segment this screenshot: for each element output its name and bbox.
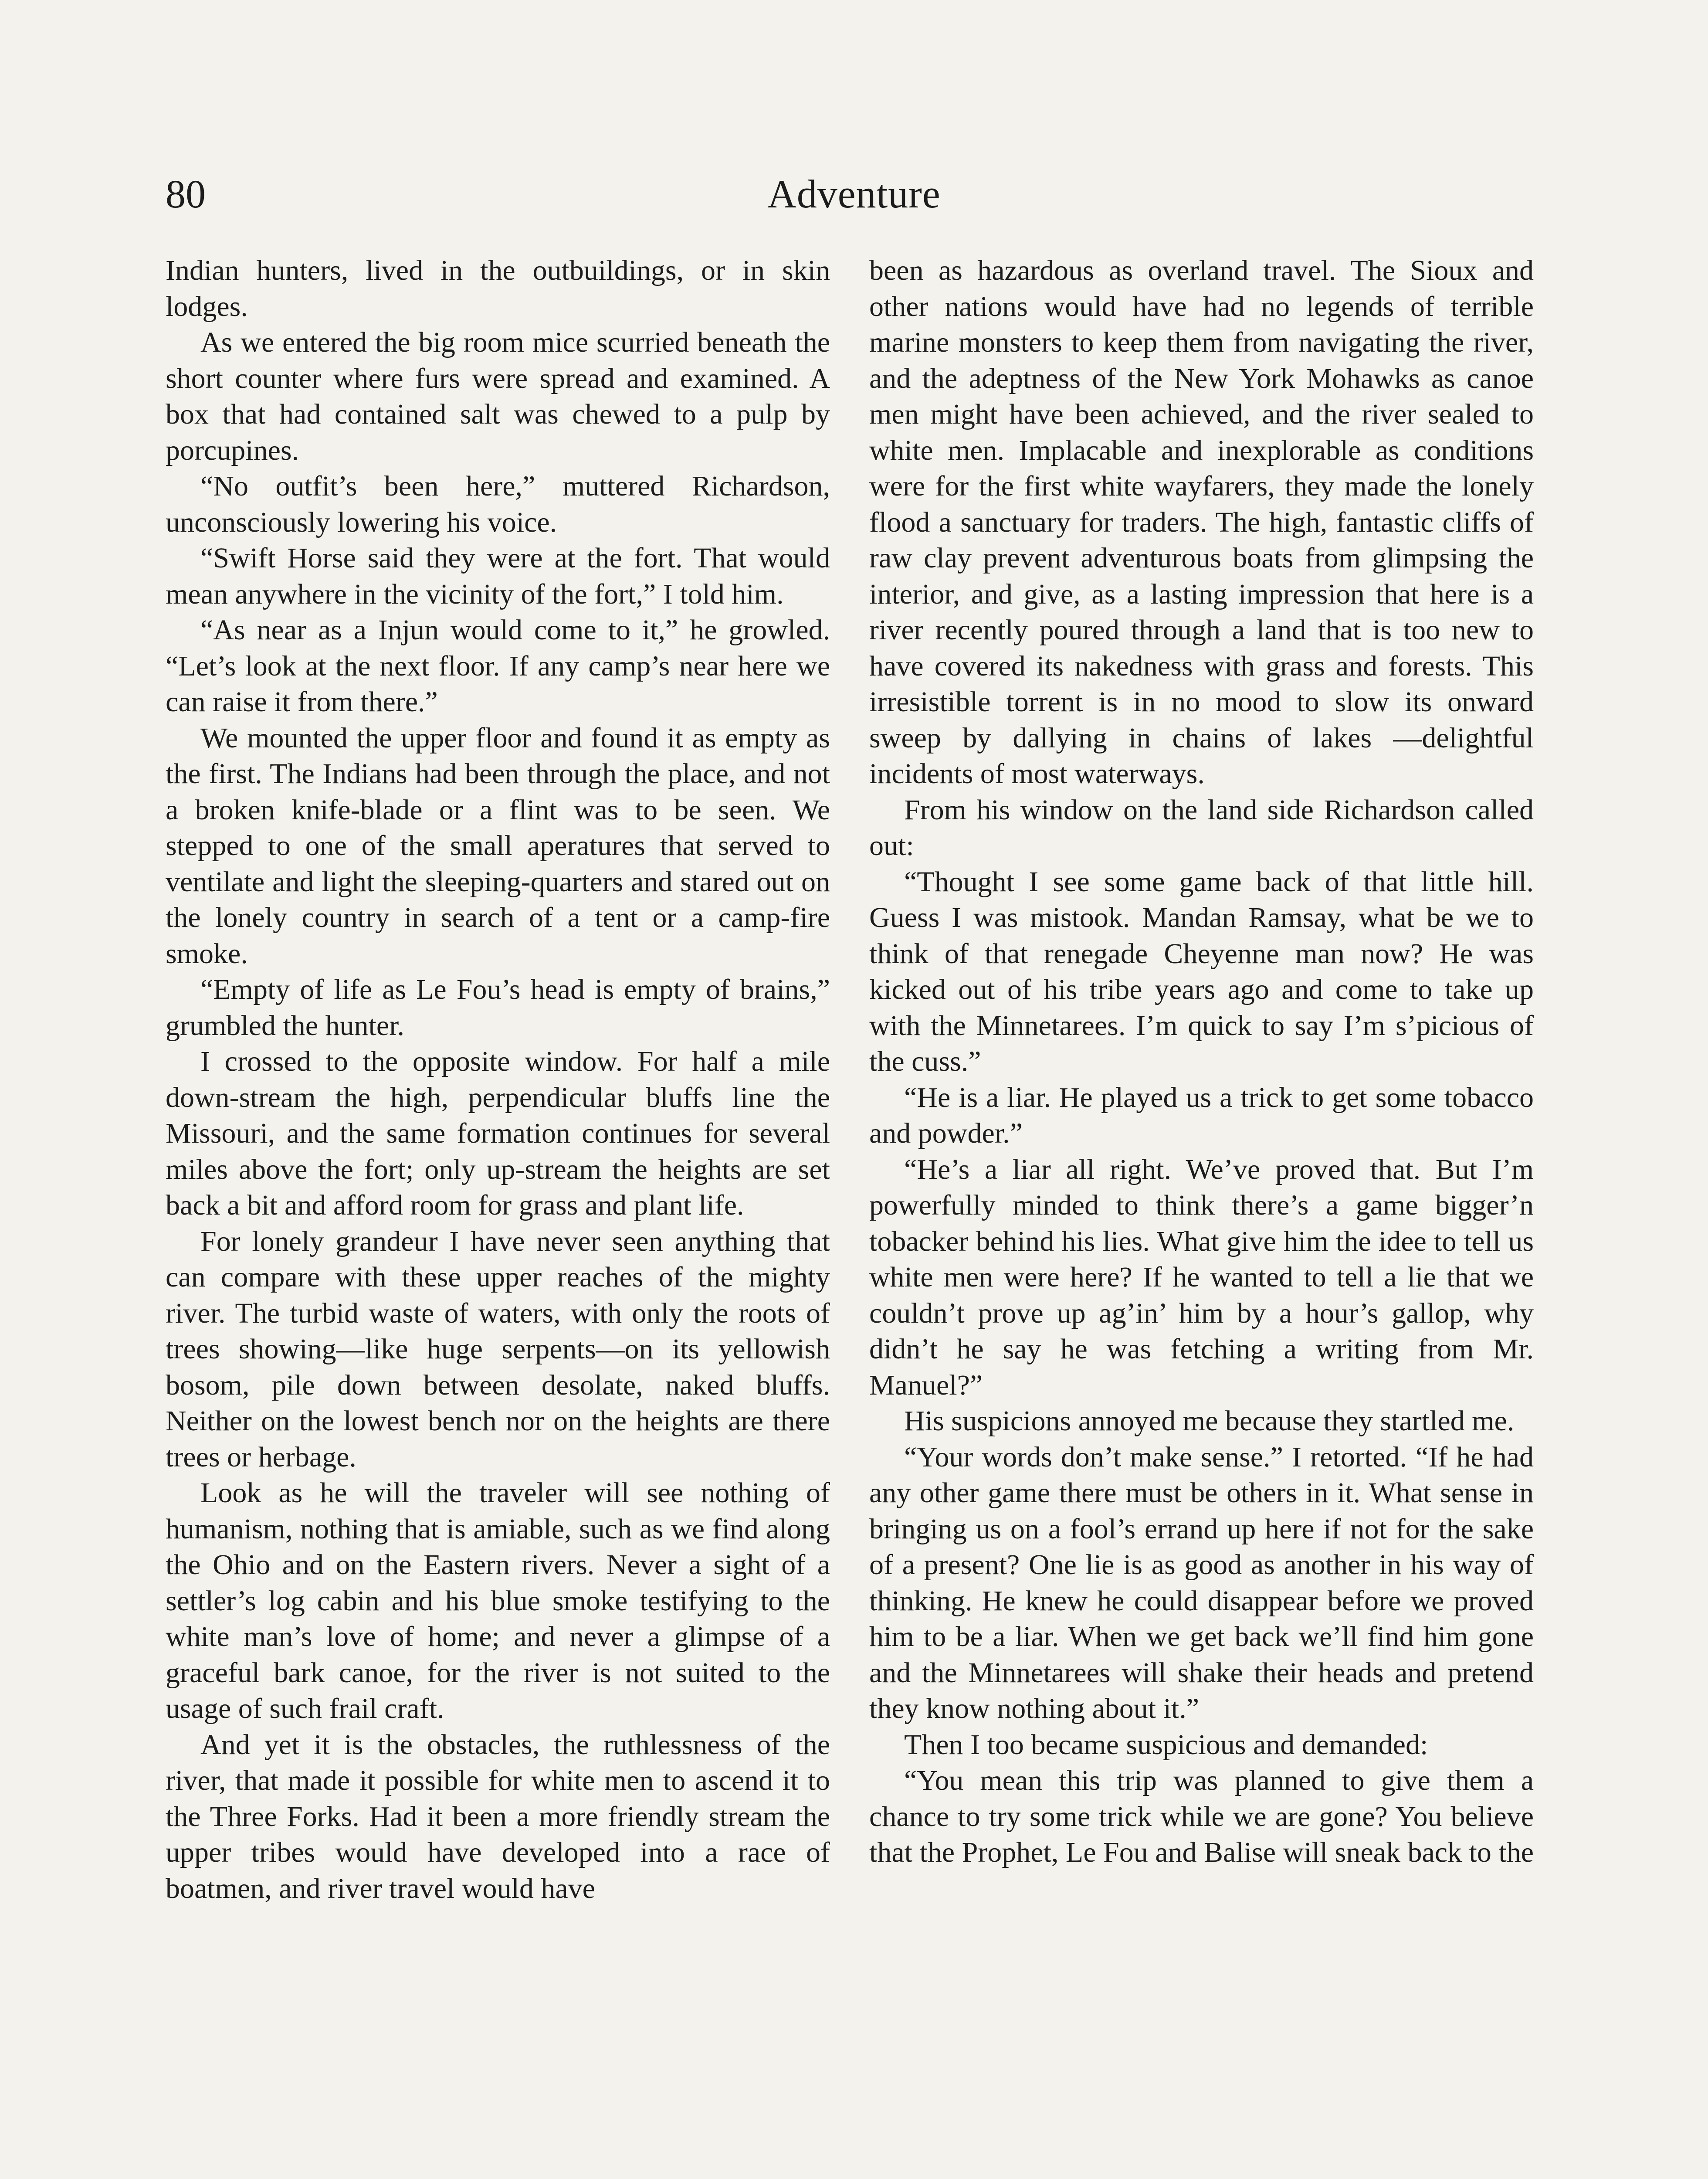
paragraph: “You mean this trip was planned to give them a chance to try some trick while we are gone? You believe that the Prophet, Le Fou and Balise will sneak back to the xyxy=(869,1765,1534,1868)
paragraph: “He is a liar. He played us a trick to get some tobacco and powder.” xyxy=(869,1081,1534,1149)
paragraph: And yet it is the obstacles, the ruthlessness of the river, that made it possible for white men to ascend it to the Three Forks. Had it been a more friendly stream the upper tribes would have developed into a race of boatmen, and river travel would have xyxy=(166,1728,830,1904)
paragraph: I crossed to the opposite window. For half a mile down-stream the high, perpendicular bluffs line the Missouri, and the same formation continues for several miles above the fort; only up-stream the heights are set back a bit and afford room for grass and plant life. xyxy=(166,1045,830,1221)
paragraph: “Thought I see some game back of that little hill. Guess I was mistook. Mandan Ramsay, what be we to think of that renegade Cheyenne man now? He was kicked out of his tribe years ago and come to take up with the Minnetarees. I’m quick to say I’m s’picious of the cuss.” xyxy=(869,865,1534,1077)
paragraph: We mounted the upper floor and found it as empty as the first. The Indians had been through the place, and not a broken knife-blade or a flint was to be seen. We stepped to one of the small aperatures that served to ventilate and light the sleeping-quarters and stared out on the lonely country in search of a tent or a camp-fire smoke. xyxy=(166,722,830,970)
paragraph: been as hazardous as overland travel. The Sioux and other nations would have had no legends of terrible marine monsters to keep them from navigating the river, and the adeptness of the New York Mohawks as canoe men might have been achieved, and the river sealed to white men. Implacable and inexplorable as conditions were for the first white wayfarers, they made the lonely flood a sanctuary for traders. The high, fantastic cliffs of raw clay prevent adventurous boats from glimpsing the interior, and give, as a lasting impression that here is a river recently poured through a land that is too new to have covered its nakedness with grass and forests. This irresistible torrent is in no mood to slow its onward sweep by dallying in chains of lakes —delightful incidents of most waterways. xyxy=(869,255,1534,790)
paragraph: For lonely grandeur I have never seen anything that can compare with these upper reaches of the mighty river. The turbid waste of waters, with only the roots of trees showing—like huge serpents—on its yellowish bosom, pile down between desolate, naked bluffs. Neither on the lowest bench nor on the heights are there trees or herbage. xyxy=(166,1225,830,1473)
paragraph: Then I too became suspicious and demanded: xyxy=(904,1728,1428,1761)
paragraph: “No outfit’s been here,” muttered Richardson, unconsciously lowering his voice. xyxy=(166,470,830,538)
paragraph: As we entered the big room mice scurried beneath the short counter where furs were spread and examined. A box that had contained salt was chewed to a pulp by porcupines. xyxy=(166,326,830,466)
right-column xyxy=(869,253,1534,1871)
paragraph: “As near as a Injun would come to it,” he growled. “Let’s look at the next floor. If any camp’s near here we can raise it from there.” xyxy=(166,614,830,718)
paragraph: From his window on the land side Richardson called out: xyxy=(869,794,1534,862)
paragraph: “Empty of life as Le Fou’s head is empty of brains,” grumbled the hunter. xyxy=(166,974,830,1042)
paragraph: Indian hunters, lived in the outbuildings, or in skin lodges. xyxy=(166,255,830,322)
left-column xyxy=(166,253,830,1907)
paragraph: “Swift Horse said they were at the fort. That would mean anywhere in the vicinity of the fort,” I told him. xyxy=(166,542,830,610)
running-title: Adventure xyxy=(767,172,941,216)
page-header xyxy=(166,168,1542,220)
paragraph: “Your words don’t make sense.” I retorted. “If he had any other game there must be others in it. What sense in bringing us on a fool’s errand up here if not for the sake of a present? One lie is as good as another in his way of thinking. He knew he could disappear before we proved him to be a liar. When we get back we’ll find him gone and the Minnetarees will shake their heads and pretend they know nothing about it.” xyxy=(869,1441,1534,1724)
paragraph: Look as he will the traveler will see nothing of humanism, nothing that is amiable, such as we find along the Ohio and on the Eastern rivers. Never a sight of a settler’s log cabin and his blue smoke testifying to the white man’s love of home; and never a glimpse of a graceful bark canoe, for the river is not suited to the usage of such frail craft. xyxy=(166,1477,830,1724)
page-number: 80 xyxy=(166,172,206,216)
paragraph: His suspicions annoyed me because they startled me. xyxy=(904,1405,1515,1437)
paragraph: “He’s a liar all right. We’ve proved that. But I’m powerfully minded to think there’s a game bigger’n tobacker behind his lies. What give him the idee to tell us white men were here? If he wanted to tell a lie that we couldn’t prove up ag’in’ him by a hour’s gallop, why didn’t he say he was fetching a writing from Mr. Manuel?” xyxy=(869,1153,1534,1401)
